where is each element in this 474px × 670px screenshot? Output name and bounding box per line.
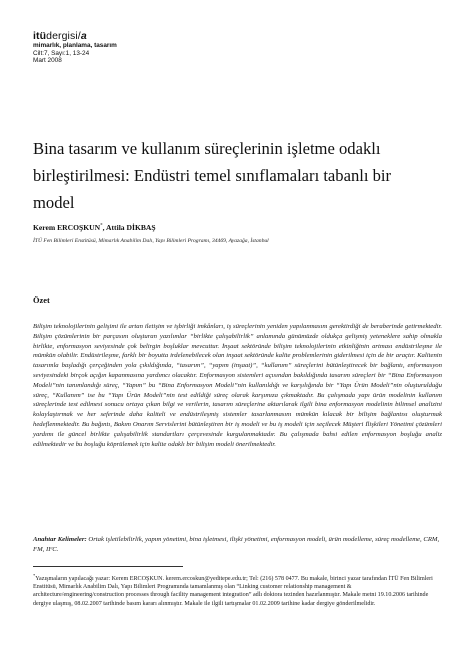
abstract-text: Bilişim teknolojilerinin gelişimi ile artan iletişim ve işbirliği imkânları, iş süreçlerinin yeniden yapılanmasını gerektirdiği de beraberinde getirmektedir. Bilişim çözümlerinin bir parçasını oluşturan yazılımlar “birlikte çalışabilirlik” anlamında günümüzde oldukça gelişmiş yeteneklere sahip olmakla birlikte, enformasyon seviyesinde çok belirgin boşluklar mevcuttur. İnşaat sektöründe bilişim teknolojilerinin etkinliğinin artması endüstrileşme ile mümkün olabilir. Endüstrileşme, farklı bir boyutta irdelenebilecek olan inşaat sektöründe kalite problemlerinin giderilmesi için de bir araçtır. Kalitenin tasarımla başladığı çerçeğinden yola çıkıldığında, “tasarım”, “yapım (inşaat)”, “kullanım” süreçlerini bütünleştirecek bir bağlantı, enformasyon seviyesindeki birçok açığın kapanmasına yardımcı olacaktır. Enformasyon sistemleri açısından bakıldığında tasarım süreçleri bir “Bina Enformasyon Modeli”nin tanımlandığı süreç, “Yapım” bu “Bina Enformasyon Modeli”nin kullanıldığı ve karşılığında bir “Yapı Ürün Modeli”nin oluşturulduğu süreç, “Kullanım” ise bu “Yapı Ürün Modeli”nin test edildiği süreç olarak karşımıza çıkmaktadır. Bu çalışmada yapı ürün modelinin kullanım süreçlerinde test edilmesi sonucu ortaya çıkan bilgi ve verilerin, tasarım süreçlerine aktarılarak ilgili bina enformasyon modelinin bilimsel analizini kolaylaştırmak ve her seferinde daha kaliteli ve endüstrileşmiş sistemler tasarlanmasını mümkün kılacak bir bilişim bağlantısı oluşturmak hedeflenmektedir. Bu bağıntı, Bakım Onarım Servislerini bütünleştiren bir iş modeli ve bu iş modeli için seçilecek Müşteri İlişkileri Yönetimi çözümleri yardımı ile güncel birlikte çalışabilirlik standartları çerçevesinde kurgulanmaktadır. Bu çalışmada bahsi edilen enformasyon boşluğu analiz edilmektedir ve bu boşluğu köprülemek için kalite odaklı bir bilişim modeli önerilmektedir. — [33, 323, 442, 448]
keywords-label: Anahtar Kelimeler: — [33, 536, 87, 543]
author-name: Attila DİKBAŞ — [106, 223, 156, 232]
author-name: Kerem ERCOŞKUN — [33, 223, 101, 232]
title-line: birleştirilmesi: Endüstri temel sınıflamaları tabanlı bir — [33, 166, 392, 185]
abstract-heading: Özet — [33, 296, 50, 305]
keywords-text: Ortak işletilebilirlik, yapım yönetimi, bina işletmesi, ilişki yönetimi, enformasyon modeli, ürün modelleme, süreç modelleme, CRM, FM, IFC. — [33, 536, 440, 553]
author-line: Kerem ERCOŞKUN*, Attila DİKBAŞ — [33, 223, 156, 232]
journal-name: itüdergisi/a — [33, 30, 87, 42]
title-line: model — [33, 193, 75, 212]
journal-volume: Cilt:7, Sayı:1, 13-24 — [33, 49, 90, 57]
footnote-mark: * — [33, 573, 36, 578]
affiliation: İTÜ Fen Bilimleri Enstitüsü, Mimarlık Anabilim Dalı, Yapı Bilimleri Programı, 34469, Ayazağa, İstanbul — [33, 238, 269, 244]
keywords — [33, 535, 442, 554]
journal-date: Mart 2008 — [33, 57, 62, 65]
journal-subtitle: mimarlık, planlama, tasarım — [33, 42, 117, 50]
corresponding-author-mark: * — [100, 223, 103, 229]
title-line: Bina tasarım ve kullanım süreçlerinin işletme odaklı — [33, 139, 381, 158]
article-title — [33, 135, 443, 216]
journal-header — [33, 31, 117, 65]
footnote — [33, 572, 443, 608]
footnote-rule — [33, 566, 183, 567]
footnote-text: Yazışmaların yapılacağı yazar: Kerem ERCOŞKUN. kerem.ercoskun@yeditepe.edu.tr; Tel: (216) 578 0477. Bu makale, birinci yazar tarafından İTÜ Fen Bilimleri Enstitüsü, Mimarlık Anabilim Dalı, Yapı Bilimleri Programında tamamlanmış olan “Linking customer relationship management & architecture/engineering/construction processes through facility management integration” adlı doktora tezinden hazırlanmıştır. Makale metni 19.10.2006 tarihinde dergiye ulaşmış, 08.02.2007 tarihinde basım kararı alınmıştır. Makale ile ilgili tartışmalar 01.02.2009 tarihine kadar dergiye gönderilmelidir. — [33, 576, 433, 607]
